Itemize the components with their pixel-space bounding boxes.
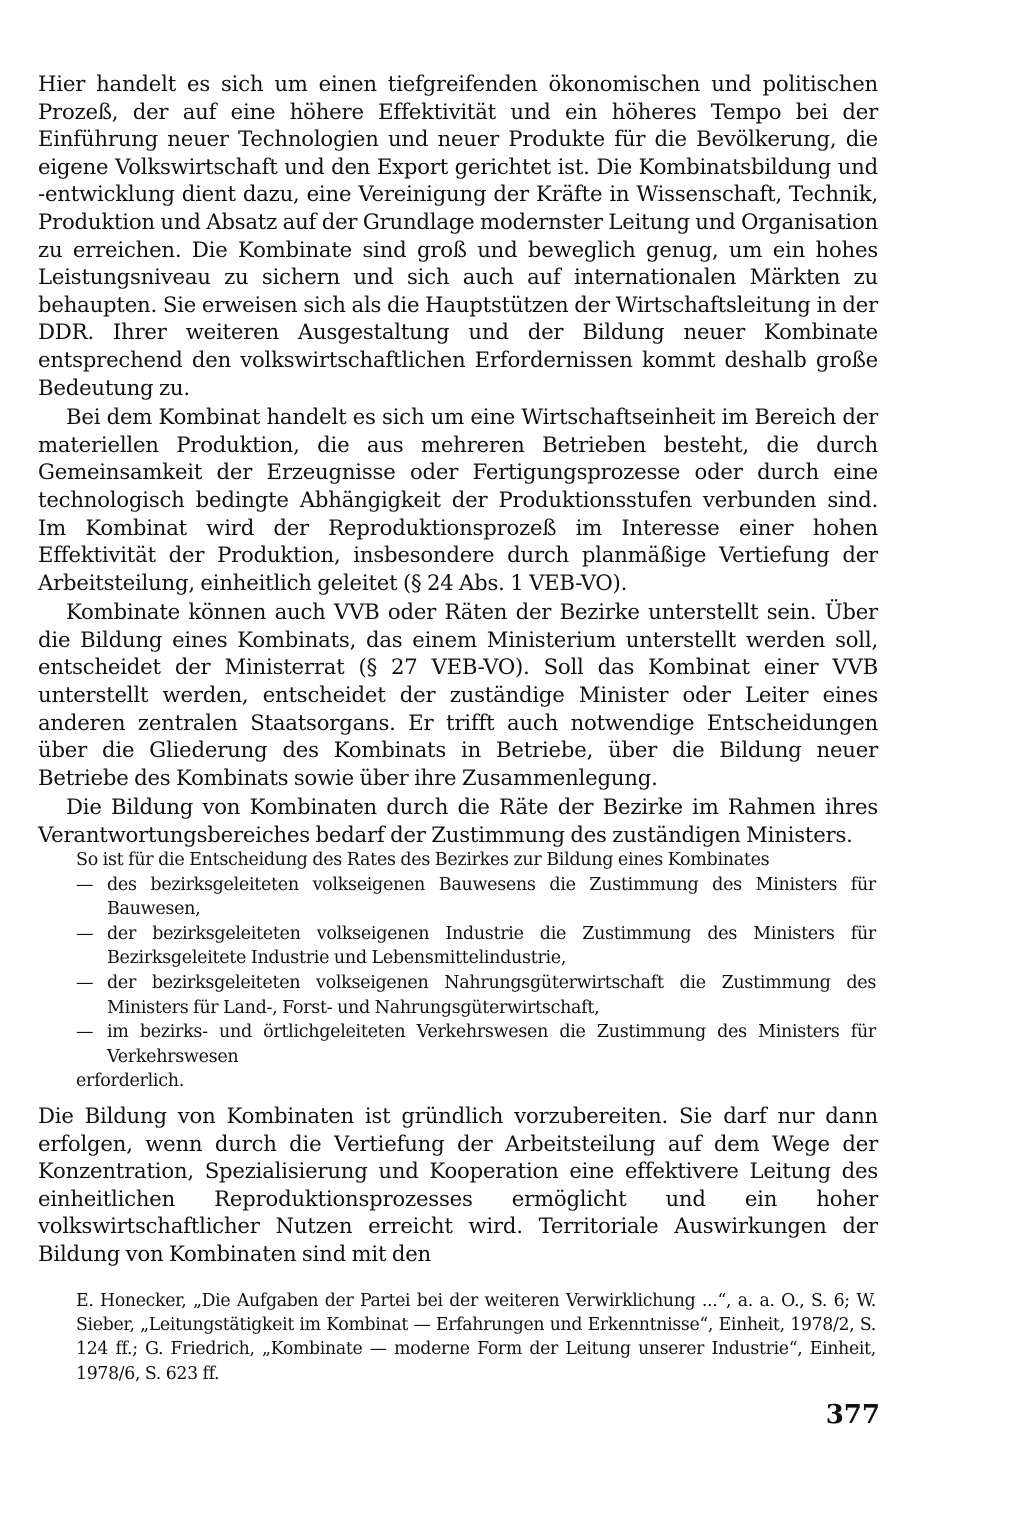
continuation-text bbox=[38, 1102, 878, 1268]
small-block-intro: So ist für die Entscheidung des Rates des Bezirkes zur Bildung eines Kombinates bbox=[76, 850, 770, 870]
paragraph-kombinatsbildung: Hier handelt es sich um einen tiefgreifenden ökonomischen und politischen Prozeß, der auf eine höhere Effektivität und ein höheres Tempo bei der Einführung neuer Technologien und neuer Produkte für die Bevölkerung, die eigene Volkswirtschaft und den Export gerichtet ist. Die Kombinatsbildung und -entwicklung dient dazu, eine Vereinigung der Kräfte in Wissenschaft, Technik, Produktion und Absatz auf der Grundlage modernster Leitung und Organisation zu erreichen. Die Kombinate sind groß und beweglich genug, um ein hohes Leistungsniveau zu sichern und sich auch auf internationalen Märkten zu behaupten. Sie erweisen sich als die Hauptstützen der Wirtschaftsleitung in der DDR. Ihrer weiteren Ausgestaltung und der Bildung neuer Kombinate entsprechend den volkswirtschaftlichen Erfordernissen kommt deshalb große Bedeutung zu. bbox=[38, 71, 878, 400]
list-item-text: des bezirksgeleiteten volkseigenen Bauwesens die Zustimmung des Ministers für Bauwesen, bbox=[107, 874, 876, 920]
dash-marker: — bbox=[76, 923, 94, 944]
list-item-text: der bezirksgeleiteten volkseigenen Industrie die Zustimmung des Ministers für Bezirksgeleitete Industrie und Lebensmittelindustrie, bbox=[107, 923, 876, 969]
paragraph-vorbereitung: Die Bildung von Kombinaten ist gründlich vorzubereiten. Sie darf nur dann erfolgen, wenn durch die Vertiefung der Arbeitsteilung auf dem Wege der Konzentration, Spezialisierung und Kooperation eine effektivere Leitung des einheitlichen Reproduktionsprozesses ermöglicht und ein hoher volkswirtschaftlicher Nutzen erreicht wird. Territoriale Auswirkungen der Bildung von Kombinaten sind mit den bbox=[38, 1103, 878, 1266]
paragraph-raete-der-bezirke: Die Bildung von Kombinaten durch die Räte der Bezirke im Rahmen ihres Verantwortungsbereiches bedarf der Zustimmung des zuständigen Ministers. bbox=[38, 794, 878, 848]
list-item bbox=[76, 922, 876, 971]
list-item-text: im bezirks- und örtlichgeleiteten Verkehrswesen die Zustimmung des Ministers für Verkehrswesen bbox=[107, 1022, 876, 1067]
dash-marker: — bbox=[76, 972, 94, 993]
footnote: E. Honecker, „Die Aufgaben der Partei bei der weiteren Verwirklichung ...“, a. a. O., S. 6; W. Sieber, „Leitungstätigkeit im Kombinat — Erfahrungen und Erkenntnisse“, Einheit, 1978/2, S. 124 ff.; G. Friedrich, „Kombinate — moderne Form der Leitung unserer Industrie“, Einheit, 1978/6, S. 623 ff. bbox=[76, 1291, 876, 1384]
dash-marker: — bbox=[76, 874, 94, 895]
dash-marker: — bbox=[76, 1022, 94, 1043]
main-text bbox=[38, 70, 878, 849]
paragraph-unterstellung: Kombinate können auch VVB oder Räten der Bezirke unterstellt sein. Über die Bildung eines Kombinats, das einem Ministerium unterstellt werden soll, entscheidet der Ministerrat (§ 27 VEB-VO). Soll das Kombinat einer VVB unterstellt werden, entscheidet der zuständige Minister oder Leiter eines anderen zentralen Staatsorgans. Er trifft auch notwendige Entscheidungen über die Gliederung des Kombinats in Betriebe, über die Bildung neuer Betriebe des Kombinats sowie über ihre Zusammenlegung. bbox=[38, 599, 878, 790]
list-item bbox=[76, 1020, 876, 1069]
list-item bbox=[76, 873, 876, 922]
small-print-block bbox=[76, 848, 876, 1094]
small-block-outro: erforderlich. bbox=[76, 1071, 184, 1092]
dash-list bbox=[76, 873, 876, 1070]
list-item-text: der bezirksgeleiteten volkseigenen Nahrungsgüterwirtschaft die Zustimmung des Ministers für Land-, Forst- und Nahrungsgüterwirtschaft, bbox=[107, 972, 876, 1018]
list-item bbox=[76, 971, 876, 1020]
paragraph-kombinat-definition: Bei dem Kombinat handelt es sich um eine Wirtschaftseinheit im Bereich der materiellen Produktion, die aus mehreren Betrieben besteht, die durch Gemeinsamkeit der Erzeugnisse oder Fertigungsprozesse oder durch eine technologisch bedingte Abhängigkeit der Produktionsstufen verbunden sind. Im Kombinat wird der Reproduktionsprozeß im Interesse einer hohen Effektivität der Produktion, insbesondere durch planmäßige Vertiefung der Arbeitsteilung, einheitlich geleitet (§ 24 Abs. 1 VEB-VO). bbox=[38, 404, 878, 595]
page-number: 377 bbox=[825, 1400, 880, 1430]
